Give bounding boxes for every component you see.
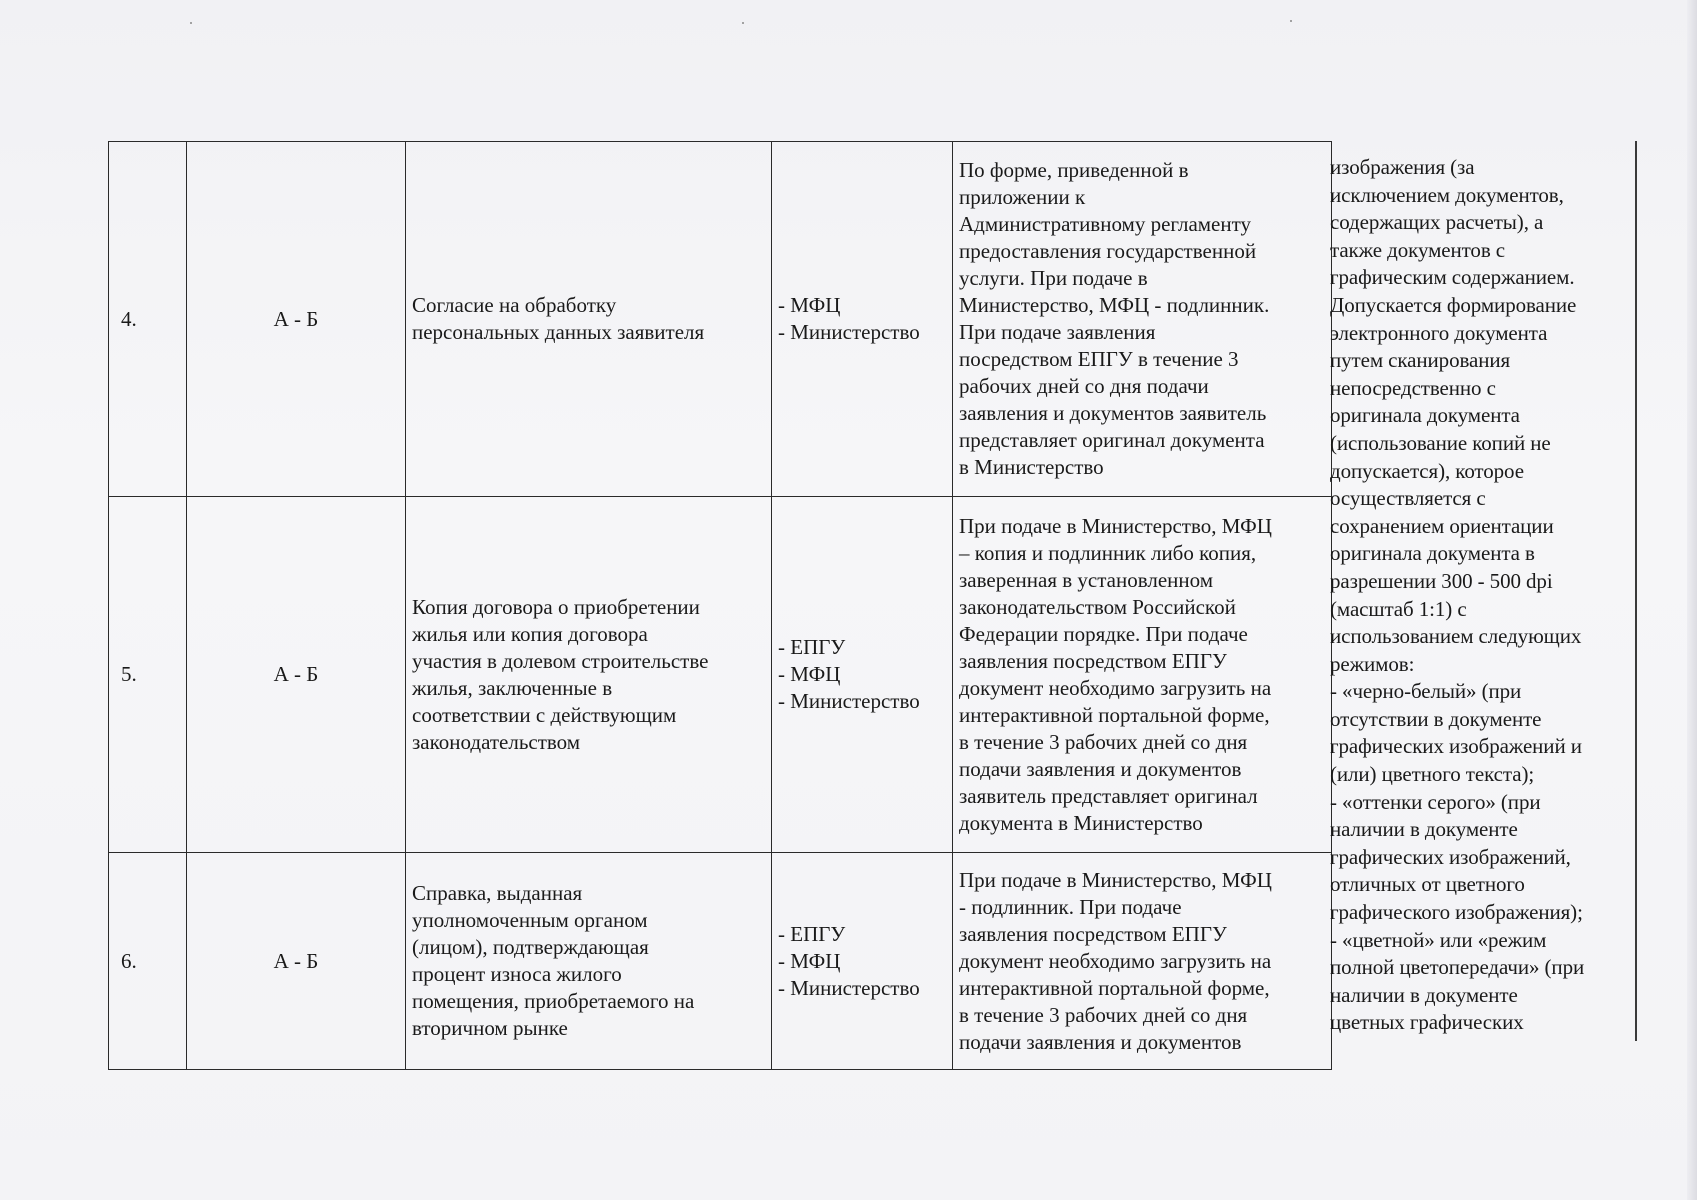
row-number: 5. <box>109 497 187 853</box>
row-requirements: По форме, приведенной в приложении к Административному регламенту предоставления государственной услуги. При подаче в Министерство, МФЦ - подлинник. При подаче заявления посредством ЕПГУ в течение 3 рабочих дней со дня подачи заявления и документов заявитель представляет оригинал документа в Министерство <box>953 142 1332 497</box>
row-number: 4. <box>109 142 187 497</box>
table-row <box>109 497 1332 853</box>
table-right-border <box>1635 141 1637 1041</box>
row-category: А - Б <box>187 497 406 853</box>
row-submission-channels: - МФЦ - Министерство <box>772 142 953 497</box>
row-submission-channels: - ЕПГУ - МФЦ - Министерство <box>772 497 953 853</box>
table-row <box>109 142 1332 497</box>
row-requirements: При подаче в Министерство, МФЦ - подлинник. При подаче заявления посредством ЕПГУ документ необходимо загрузить на интерактивной портальной форме, в течение 3 рабочих дней со дня подачи заявления и документов <box>953 853 1332 1070</box>
row-document-name: Согласие на обработку персональных данных заявителя <box>406 142 772 497</box>
scan-edge-shadow <box>1687 0 1697 1200</box>
row-category: А - Б <box>187 853 406 1070</box>
row-requirements: При подаче в Министерство, МФЦ – копия и подлинник либо копия, заверенная в установленном законодательством Российской Федерации порядке. При подаче заявления посредством ЕПГУ документ необходимо загрузить на интерактивной портальной форме, в течение 3 рабочих дней со дня подачи заявления и документов заявитель представляет оригинал документа в Министерство <box>953 497 1332 853</box>
table-row <box>109 853 1332 1070</box>
row-document-name: Справка, выданная уполномоченным органом (лицом), подтверждающая процент износа жилого помещения, приобретаемого на вторичном рынке <box>406 853 772 1070</box>
merged-format-requirements-column: изображения (за исключением документов, содержащих расчеты), а также документов с графическим содержанием. Допускается формирование электронного документа путем сканирования непосредственно с оригинала документа (использование копий не допускается), которое осуществляется с сохранением ориентации оригинала документа в разрешении 300 - 500 dpi (масштаб 1:1) с использованием следующих режимов: - «черно-белый» (при отсутствии в документе графических изображений и (или) цветного текста); - «оттенки серого» (при наличии в документе графических изображений, отличных от цветного графического изображения); - «цветной» или «режим полной цветопередачи» (при наличии в документе цветных графических <box>1330 155 1585 1035</box>
row-number: 6. <box>109 853 187 1070</box>
row-document-name: Копия договора о приобретении жилья или копия договора участия в долевом строительстве жилья, заключенные в соответствии с действующим законодательством <box>406 497 772 853</box>
scan-speck <box>742 22 744 24</box>
scan-speck <box>190 22 192 24</box>
row-submission-channels: - ЕПГУ - МФЦ - Министерство <box>772 853 953 1070</box>
documents-table <box>108 141 1332 1070</box>
row-category: А - Б <box>187 142 406 497</box>
scan-speck <box>1290 20 1292 22</box>
